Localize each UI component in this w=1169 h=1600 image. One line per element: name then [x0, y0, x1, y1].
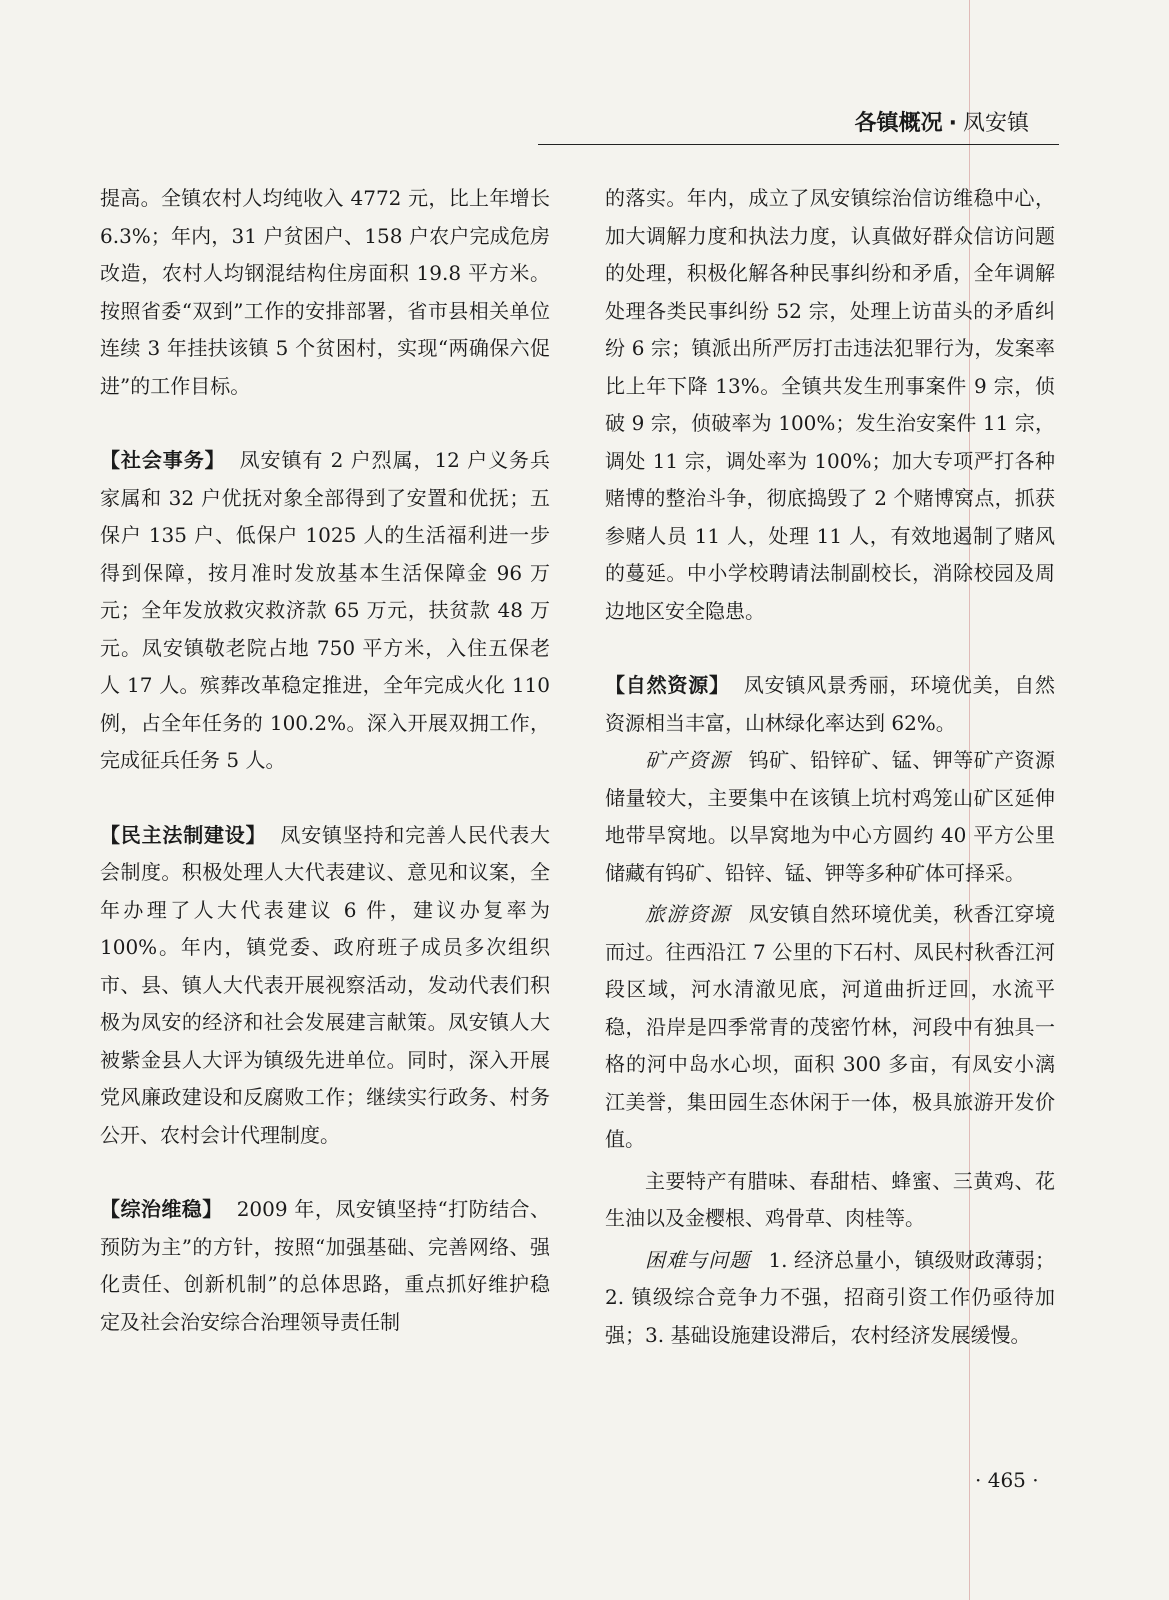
header-separator: ·	[948, 111, 957, 136]
header-section: 各镇概况	[854, 111, 943, 136]
problems-paragraph	[605, 1242, 1055, 1355]
problems-label: 困难与问题	[645, 1247, 751, 1272]
left-column	[100, 180, 550, 1341]
democracy-text: 凤安镇坚持和完善人民代表大会制度。积极处理人大代表建议、意见和议案，全年办理了人大代表建议 6 件，建议办复率为 100%。年内，镇党委、政府班子成员多次组织市、县、镇人大代表开展视察活动，发动代表们积极为凤安的经济和社会发展建言献策。凤安镇人大被紫金县人大评为镇级先进单位。同时，深入开展党风廉政建设和反腐败工作；继续实行政务、村务公开、农村会计代理制度。	[100, 822, 551, 1147]
right-column	[605, 180, 1055, 1354]
income-paragraph: 提高。全镇农村人均纯收入 4772 元，比上年增长 6.3%；年内，31 户贫困户、158 户农户完成危房改造，农村人均钢混结构住房面积 19.8 平方米。按照省委“双到”工作的安排部署，省市县相关单位连续 3 年挂扶该镇 5 个贫困村，实现“两确保六促进”的工作目标。	[100, 186, 550, 398]
stability-continued-paragraph: 的落实。年内，成立了凤安镇综治信访维稳中心，加大调解力度和执法力度，认真做好群众信访问题的处理，积极化解各种民事纠纷和矛盾，全年调解处理各类民事纠纷 52 宗，处理上访苗头的矛盾纠纷 6 宗；镇派出所严厉打击违法犯罪行为，发案率比上年下降 13%。全镇共发生刑事案件 9 宗，侦破 9 宗，侦破率为 100%；发生治安案件 11 宗，调处 11 宗，调处率为 100%；加大专项严打各种赌博的整治斗争，彻底捣毁了 2 个赌博窝点，抓获参赌人员 11 人，处理 11 人，有效地遏制了赌风的蔓延。中小学校聘请法制副校长，消除校园及周边地区安全隐患。	[605, 186, 1055, 623]
header-town: 凤安镇	[962, 111, 1029, 136]
specialties-paragraph: 主要特产有腊味、春甜桔、蜂蜜、三黄鸡、花生油以及金樱根、鸡骨草、肉桂等。	[605, 1168, 1055, 1230]
stability-heading: 【综治维稳】	[100, 1197, 223, 1221]
social-affairs-text: 凤安镇有 2 户烈属，12 户义务兵家属和 32 户优抚对象全部得到了安置和优抚；五保户 135 户、低保户 1025 人的生活福利进一步得到保障，按月准时发放基本生活保障金 96 万元；全年发放救灾救济款 65 万元，扶贫款 48 万元。凤安镇敬老院占地 750 平方米，入住五保老人 17 人。殡葬改革稳定推进，全年完成火化 110 例，占全年任务的 100.2%。深入开展双拥工作，完成征兵任务 5 人。	[100, 448, 550, 772]
mineral-resources-label: 矿产资源	[645, 748, 731, 772]
natural-resources-heading: 【自然资源】	[605, 673, 730, 697]
democracy-heading: 【民主法制建设】	[100, 822, 267, 847]
tourism-resources-paragraph	[605, 896, 1055, 1159]
social-affairs-paragraph	[100, 442, 550, 780]
page-number: · 465 ·	[975, 1468, 1039, 1492]
tourism-resources-label: 旅游资源	[645, 902, 731, 926]
running-header	[855, 106, 1029, 137]
natural-resources-text: 凤安镇风景秀丽，环境优美，自然资源相当丰富，山林绿化率达到 62%。	[605, 673, 1056, 735]
natural-resources-paragraph	[605, 667, 1055, 742]
problems-text: 1. 经济总量小，镇级财政薄弱；2. 镇级综合竞争力不强，招商引资工作仍亟待加强；3. 基础设施建设滞后，农村经济发展缓慢。	[605, 1247, 1055, 1347]
header-rule	[538, 144, 1059, 145]
tourism-resources-text: 凤安镇自然环境优美，秋香江穿境而过。往西沿江 7 公里的下石村、凤民村秋香江河段区域，河水清澈见底，河道曲折迂回，水流平稳，沿岸是四季常青的茂密竹林，河段中有独具一格的河中岛水心坝，面积 300 多亩，有凤安小漓江美誉，集田园生态休闲于一体，极具旅游开发价值。	[605, 902, 1056, 1151]
stability-text: 2009 年，凤安镇坚持“打防结合、预防为主”的方针，按照“加强基础、完善网络、强化责任、创新机制”的总体思路，重点抓好维护稳定及社会治安综合治理领导责任制	[100, 1197, 551, 1334]
stability-paragraph	[100, 1191, 550, 1341]
social-affairs-heading: 【社会事务】	[100, 448, 226, 472]
mineral-resources-text: 钨矿、铅锌矿、锰、钾等矿产资源储量较大，主要集中在该镇上坑村鸡笼山矿区延伸地带旱窝地。以旱窝地为中心方圆约 40 平方公里储藏有钨矿、铅锌、锰、钾等多种矿体可择采。	[605, 748, 1056, 885]
democracy-paragraph	[100, 817, 550, 1155]
mineral-resources-paragraph	[605, 742, 1055, 892]
